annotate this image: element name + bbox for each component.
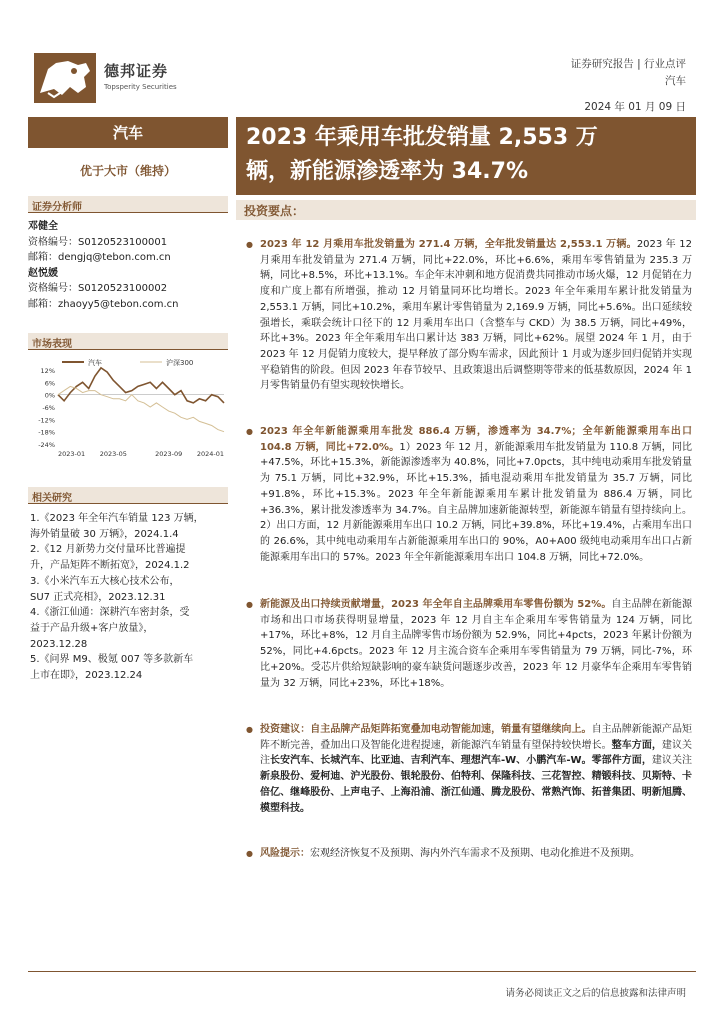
paragraph-sales (246, 237, 692, 394)
investment-highlights-heading: 投资要点： (236, 200, 696, 220)
analyst-cert: 资格编号：S0120523100001 (28, 236, 168, 248)
logo-chinese: 德邦证券 (104, 62, 169, 80)
analyst-cert: 资格编号：S0120523100002 (28, 283, 168, 294)
paragraph-highlight: 2023 年全年新能源乘用车批发 886.4 万辆，渗透率为 34.7%；全年新能源乘用车出口 104.8 万辆，同比+72.0%。 (260, 426, 692, 453)
footer-disclaimer: 请务必阅读正文之后的信息披露和法律声明 (505, 988, 686, 999)
research-item[interactable]: 3.《小米汽车五大核心技术公布， SU7 正式亮相》，2023.12.31 (30, 575, 180, 603)
paragraph-text: 自主品牌在新能源市场和出口市场获得明显增量，2023 年 12 月自主车企乘用车零售销量为 124 万辆，同比+17%，环比+8%，12 月自主品牌零售市场份额为 52.9%，同比+4pcts，2023 年累计份额为 52%，同比+4.6pcts。2023 年 12 月主流合资车企乘用车零售销量为 79 万辆，同比-7%，环比+20%。受芯片供给短缺影响的豪车缺货问题逐步改善，2023 年 12 月豪华车企乘用车零售销量为 32 万辆，同比+23%，环比+18%。 (260, 599, 693, 689)
y-tick-label: -6% (42, 404, 55, 412)
series-line-1 (58, 386, 224, 431)
report-date: 2024 年 01 月 09 日 (584, 101, 686, 113)
market-performance-chart (28, 354, 228, 464)
analyst-block (28, 219, 178, 312)
analyst-email[interactable]: 邮箱：zhaoyy5@tebon.com.cn (28, 298, 179, 310)
research-heading: 相关研究 (28, 487, 228, 504)
x-tick-label: 2024-01 (196, 450, 224, 458)
y-tick-label: 6% (44, 379, 55, 388)
analyst-name: 邓健全 (28, 221, 58, 232)
report-sector: 汽车 (665, 75, 686, 87)
market-heading: 市场表现 (28, 333, 228, 350)
x-tick-label: 2023-05 (99, 450, 127, 458)
logo-english: Topsperity Securities (104, 83, 177, 91)
analyst-heading: 证券分析师 (28, 196, 228, 213)
research-item[interactable]: 4.《浙江仙通：深耕汽车密封条，受 益于产品升级+客户放量》， 2023.12.28 (30, 607, 190, 650)
research-item[interactable]: 1.《2023 年全年汽车销量 123 万辆， 海外销量破 30 万辆》，2024.1.4 (30, 513, 204, 540)
analyst-name: 赵悦媛 (28, 267, 58, 279)
research-item[interactable]: 5.《问界 M9、极氪 007 等多款新车 上市在即》，2023.12.24 (30, 654, 194, 682)
y-tick-label: 12% (40, 367, 55, 375)
y-tick-label: -24% (38, 441, 55, 449)
title-line: 辆，新能源渗透率为 34.7% (246, 159, 528, 184)
rating: 优于大市（维持） (79, 164, 176, 178)
paragraph-highlight: 2023 年 12 月乘用车批发销量为 271.4 万辆，全年批发销量达 2,553.1 万辆。 (260, 239, 637, 250)
y-tick-label: -12% (38, 416, 55, 425)
paragraph-investment-advice: ● 投资建议：自主品牌产品矩阵拓宽叠加电动智能加速，销量有望继续向上。自主品牌新能源产品矩阵不断完善，叠加出口及智能化进程提速，新能源汽车销量有望保持较快增长。整车方面，建议关注长安汽车、长城汽车、比亚迪、吉利汽车、理想汽车-W、小鹏汽车-W。零部件方面，建议关注新泉股份、爱柯迪、沪光股份、银轮股份、伯特利、保隆科技、三花智控、精锻科技、贝斯特、卡倍亿、继峰股份、上声电子、上海沿浦、浙江仙通、腾龙股份、常熟汽饰、拓普集团、明新旭腾、模塑科技。 (246, 722, 692, 816)
company-logo-icon (34, 53, 96, 103)
paragraph-highlight: 投资建议：自主品牌产品矩阵拓宽叠加电动智能加速，销量有望继续向上。 (260, 724, 592, 735)
x-tick-label: 2023-09 (155, 450, 183, 458)
series-line-0 (58, 368, 224, 403)
paragraph-text: 宏观经济恢复不及预期、海内外汽车需求不及预期、电动化推进不及预期。 (310, 848, 640, 859)
research-item[interactable]: 2.《12 月新势力交付量环比普遍提 升，产品矩阵不断拓宽》，2024.1.2 (30, 544, 190, 572)
footer-divider (28, 971, 696, 972)
y-tick-label: -18% (38, 428, 55, 437)
x-tick-label: 2023-01 (58, 450, 86, 458)
paragraph-text: 2023 年 12 月乘用车批发销量为 271.4 万辆，同比+22.0%，环比+6.6%，乘用车零售销量为 235.3 万辆，同比+8.5%，环比+13.1%。车企年末冲刺和地方促消费共同推动市场火爆，12 月促销在力度和广度上都有所增强，推动 12 月销量同环比均增长。2023 年全年乘用车累计批发销量为 2,553.1 万辆，同比+10.2%，乘用车累计零售销量为 2,169.9 万辆，同比+5.6%。出口延续较强增长，乘联会统计口径下的 12 月乘用车出口（含整车与 CKD）为 38.5 万辆，同比+49%，环比+3%。2023 年全年乘用车出口累计达 383 万辆，同比+62%。展望 2024 年 1 月，由于 2023 年 12 月促销力度较大，提早释放了部分购车需求，因此预计 1 月或为逐步回归促销并实现平稳销售的阶段。但因 2023 年春节较早、且政策退出后调整期等带来的低基数原因，2024 年 1 月零售销量仍有望实现较快增长。 (260, 239, 693, 392)
logo-text (104, 60, 177, 91)
report-title (236, 117, 696, 195)
paragraph-text: 自主品牌新能源产品矩阵不断完善，叠加出口及智能化进程提速，新能源汽车销量有望保持较快增长。 (260, 724, 693, 751)
legend-label: 沪深300 (166, 359, 194, 367)
paragraph-highlight: 风险提示： (260, 848, 310, 859)
report-meta (571, 56, 686, 116)
report-type: 证券研究报告 | 行业点评 (570, 58, 686, 70)
sector-label: 汽车 (28, 117, 228, 148)
paragraph-text: 1）2023 年 12 月，新能源乘用车批发销量为 110.8 万辆，同比+47.5%，环比+15.3%，新能源渗透率为 40.8%，同比+7.0pcts，其中纯电动乘用车批发销量为 75.1 万辆，同比+32.9%，环比+15.3%，插电混动乘用车批发销量为 35.7 万辆，同比+91.8%，环比+15.3%。2023 年全年新能源乘用车累计批发销量为 886.4 万辆，同比+36.3%，累计批发渗透率为 34.7%。自主品牌加速新能源转型，新能源车销量有望持续向上。2）出口方面，12 月新能源乘用车出口 10.2 万辆，同比+39.8%，环比+19.4%，占乘用车出口的 26.6%，其中纯电动乘用车占新能源乘用车出口的 90%，A0+A00 级纯电动乘用车出口占新能源乘用车出口的 57%。2023 年全年新能源乘用车出口 104.8 万辆，同比+72.0%。 (260, 441, 692, 563)
paragraph-nev (246, 424, 692, 565)
y-tick-label: 0% (44, 391, 55, 400)
paragraph-highlight: 新能源及出口持续贡献增量，2023 年全年自主品牌乘用车零售份额为 52%。 (260, 599, 612, 610)
legend-label: 汽车 (88, 359, 102, 367)
analyst-email[interactable]: 邮箱：dengjq@tebon.com.cn (28, 252, 171, 263)
paragraph-risk (246, 846, 692, 862)
research-list (30, 511, 226, 684)
title-line: 2023 年乘用车批发销量 2,553 万 (246, 125, 598, 150)
paragraph-domestic-brands (246, 597, 692, 691)
